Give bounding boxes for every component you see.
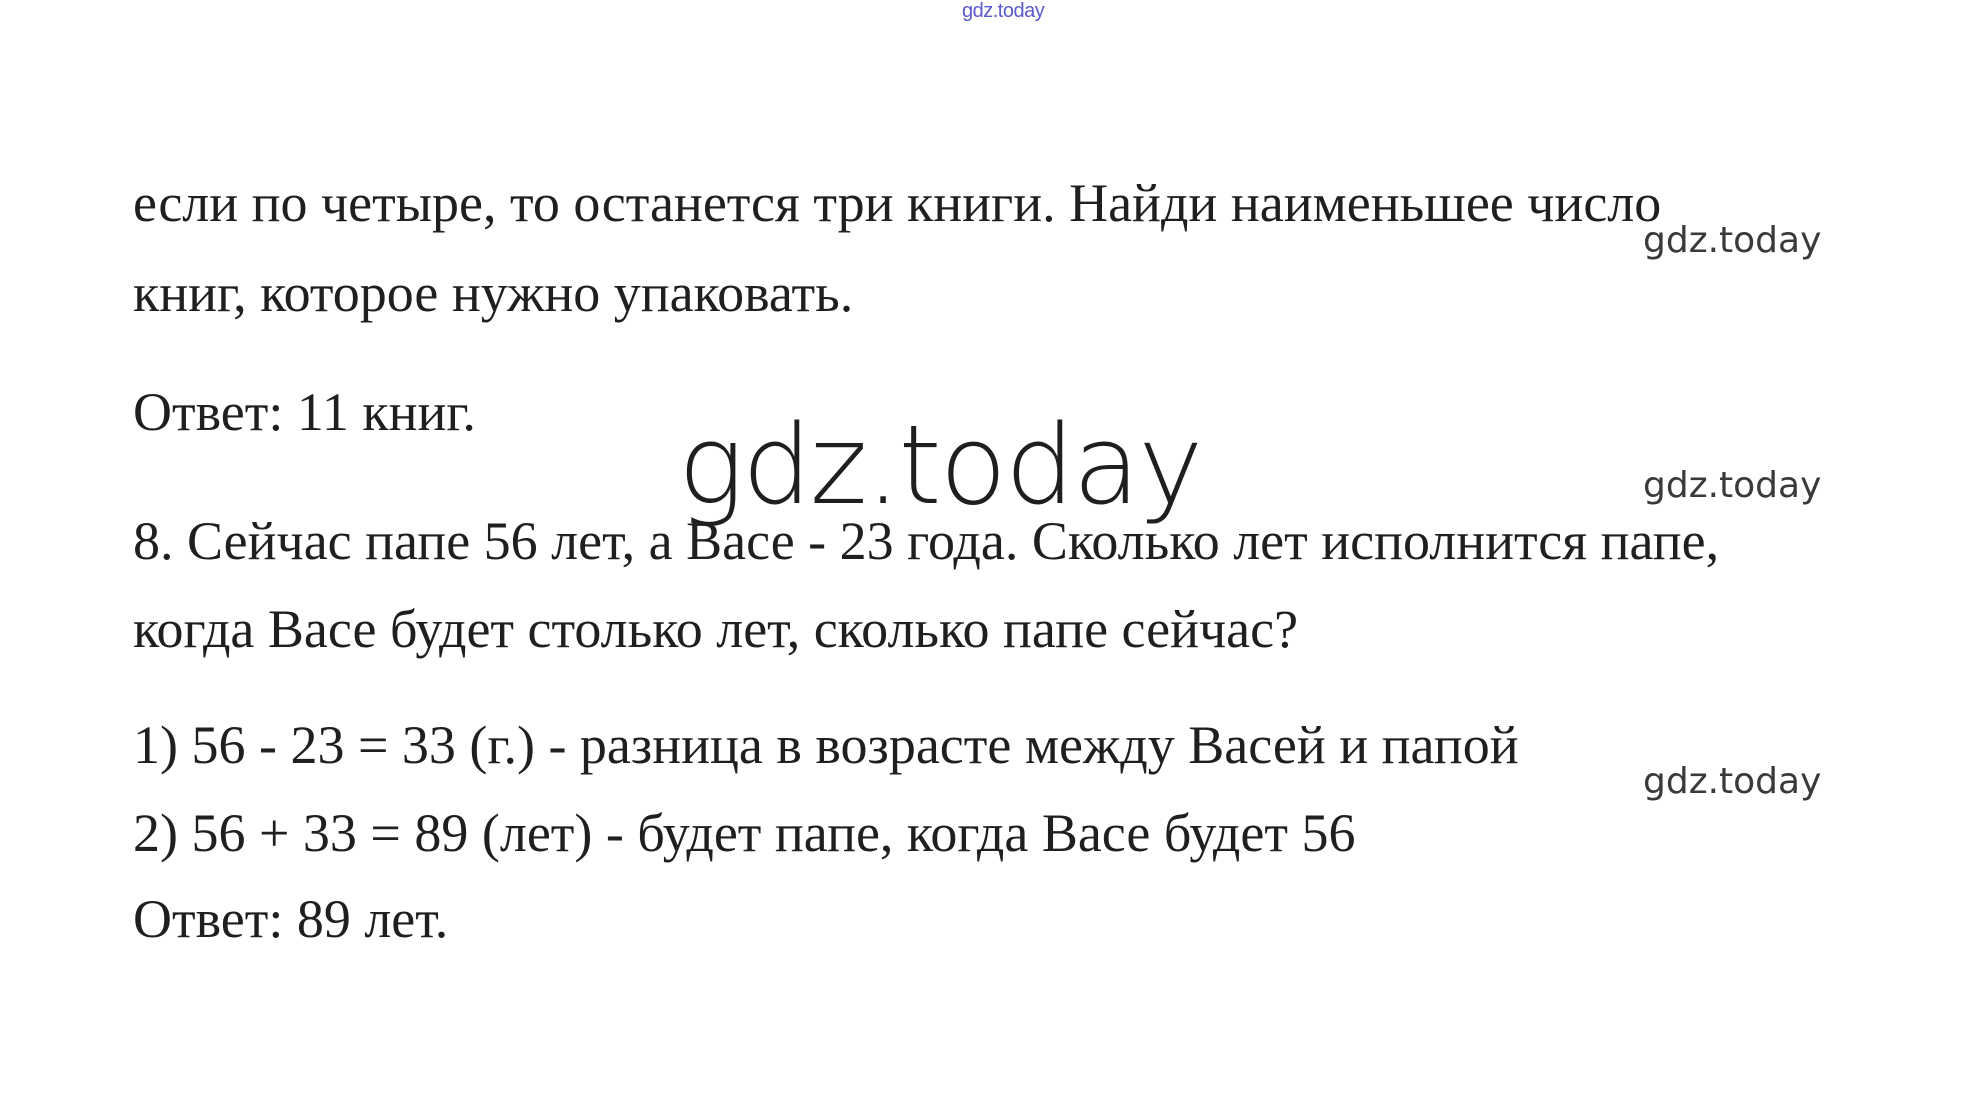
task8-text-line-2: когда Васе будет столько лет, сколько папе сейчас? bbox=[133, 599, 1299, 659]
task7-text-line-2: книг, которое нужно упаковать. bbox=[133, 263, 854, 323]
watermark-side-3: gdz.today bbox=[1643, 761, 1822, 802]
watermark-side-1: gdz.today bbox=[1643, 220, 1822, 261]
task7-text-line-1: если по четыре, то останется три книги. Найди наименьшее число bbox=[133, 173, 1662, 233]
watermark-side-2: gdz.today bbox=[1643, 465, 1822, 506]
task8-solution-step-1: 1) 56 - 23 = 33 (г.) - разница в возрасте между Васей и папой bbox=[133, 715, 1519, 775]
watermark-top: gdz.today bbox=[962, 0, 1045, 22]
task8-text-line-1: 8. Сейчас папе 56 лет, а Васе - 23 года. Сколько лет исполнится папе, bbox=[133, 511, 1720, 571]
task8-solution-step-2: 2) 56 + 33 = 89 (лет) - будет папе, когда Васе будет 56 bbox=[133, 803, 1356, 863]
watermark-center: gdz.today bbox=[678, 401, 1202, 529]
task7-answer: Ответ: 11 книг. bbox=[133, 382, 476, 442]
task8-answer: Ответ: 89 лет. bbox=[133, 889, 449, 949]
